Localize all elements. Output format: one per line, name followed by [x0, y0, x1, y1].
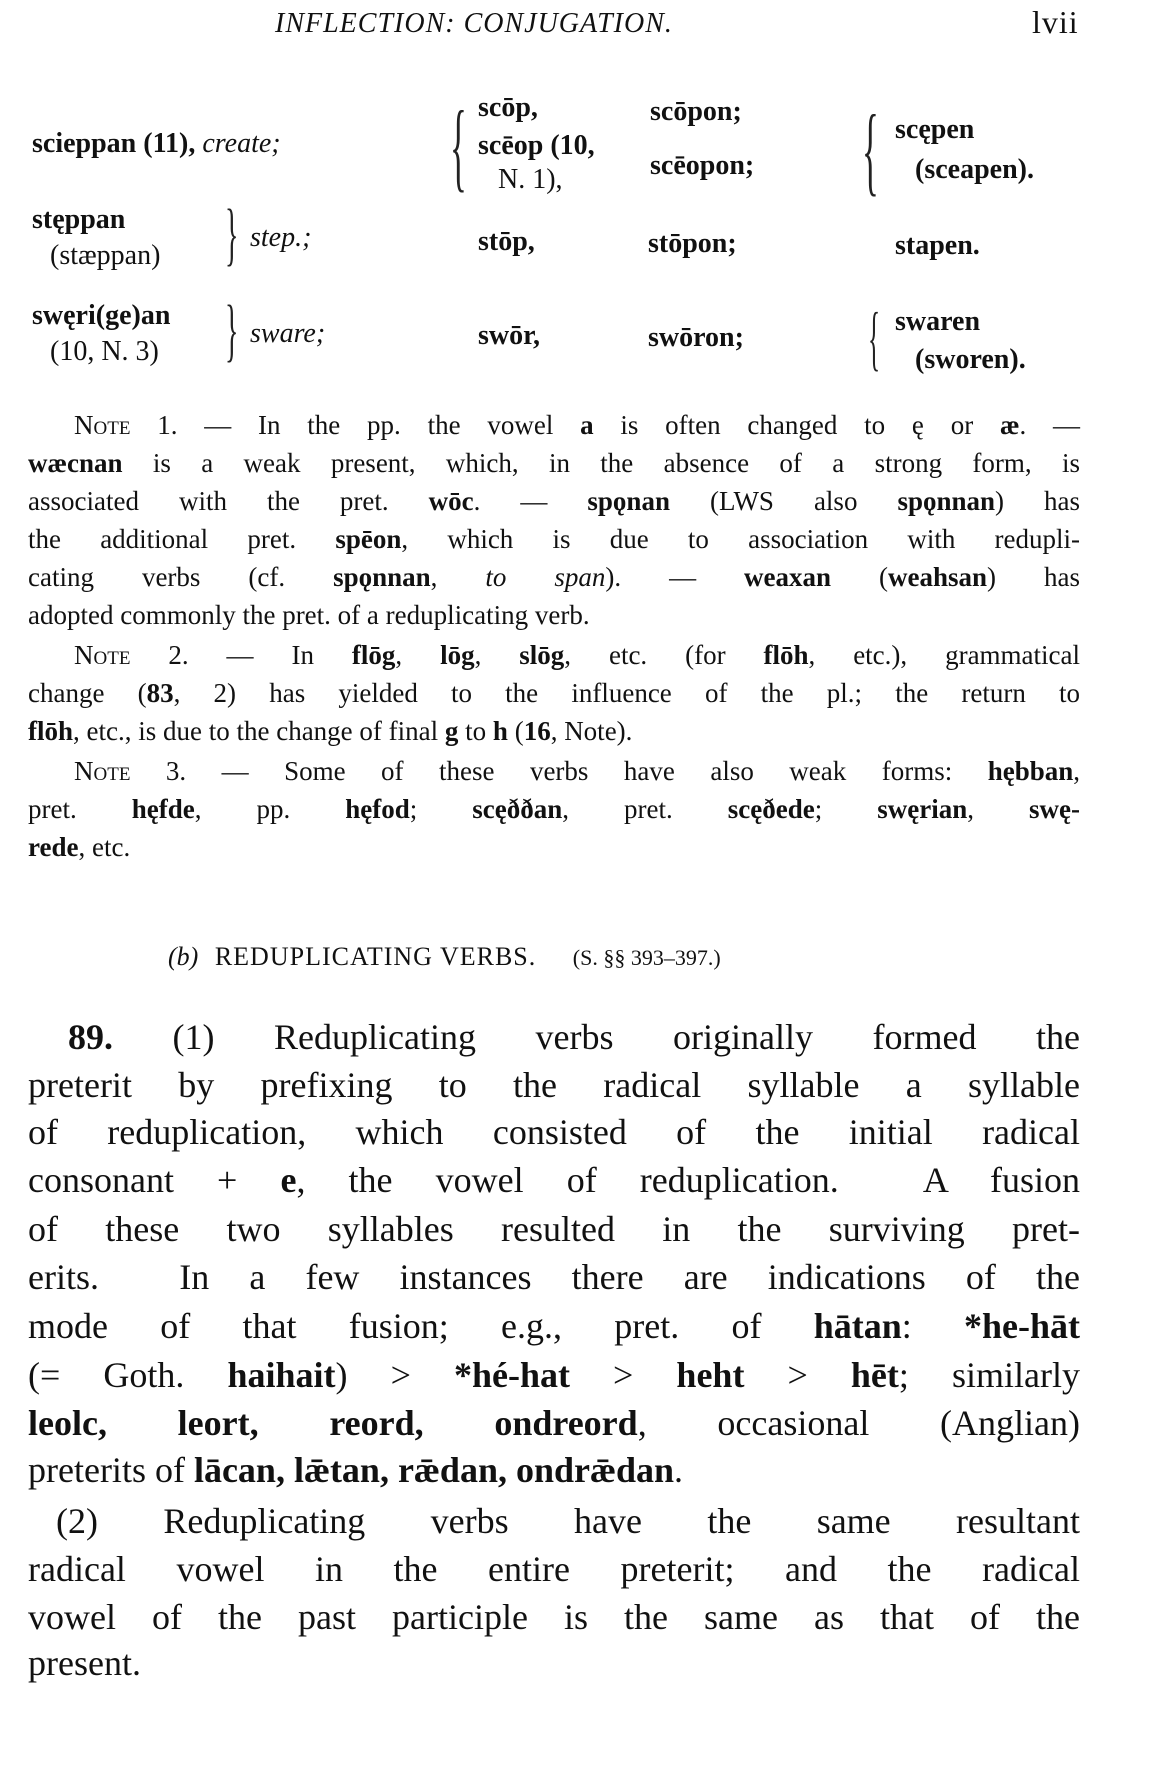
text-line	[28, 448, 1080, 479]
text-line	[28, 524, 1080, 555]
bold-term: heht	[676, 1355, 745, 1395]
text-line	[28, 1354, 1080, 1396]
text: , which is due to association with redupli-	[401, 524, 1081, 554]
meaning: sware;	[250, 318, 326, 349]
bold-term: weaxan	[744, 562, 832, 592]
text: erits. In a few instances there are indications of the	[28, 1257, 1080, 1297]
past-participle: (sceapen).	[915, 154, 1034, 185]
running-title: INFLECTION: CONJUGATION.	[275, 8, 673, 39]
text: , etc.), grammatical	[808, 640, 1081, 670]
pret-sg: stōp,	[478, 226, 535, 257]
pret-sg: swōr,	[478, 320, 540, 351]
text: cating verbs (cf.	[28, 562, 334, 592]
text: preterits of	[28, 1450, 194, 1490]
text: ,	[474, 640, 520, 670]
text-line	[74, 640, 1080, 671]
bold-term: flōh	[763, 640, 809, 670]
bold-term: lācan, lǣtan, rǣdan, ondrǣdan	[193, 1450, 675, 1490]
section-label: (b)	[168, 942, 199, 971]
text: ;	[409, 794, 473, 824]
text: the additional pret.	[28, 524, 336, 554]
text: vowel of the past participle is the same as that of the	[28, 1597, 1080, 1637]
brace-left: {	[862, 94, 879, 205]
text-line	[28, 1208, 1080, 1250]
bold-term: weahsan	[888, 562, 988, 592]
bold-term: flōg	[351, 640, 396, 670]
text: Note	[74, 640, 131, 670]
text: , Note).	[550, 716, 633, 746]
text: radical vowel in the entire preterit; and the radical	[28, 1549, 1080, 1589]
text: , occasional (Anglian)	[637, 1403, 1080, 1443]
text: ) has	[995, 486, 1080, 516]
text: , 2) has yielded to the influence of the pl.; the return to	[173, 678, 1080, 708]
bold-term: scęððan	[472, 794, 563, 824]
text: 1. — In the pp. the vowel	[130, 410, 581, 440]
text-line	[28, 1256, 1080, 1298]
bold-term: leolc, leort, reord, ondreord	[28, 1403, 638, 1443]
bold-term: wæcnan	[28, 448, 123, 478]
bold-term: *hé-hat	[453, 1355, 570, 1395]
text: ;	[814, 794, 878, 824]
text: (= Goth.	[28, 1355, 228, 1395]
text: Note	[74, 410, 131, 440]
text: (1) Reduplicating verbs originally formed the	[113, 1017, 1080, 1057]
meaning: create;	[202, 128, 281, 159]
text: ; similarly	[898, 1355, 1080, 1395]
bold-term: hēt	[850, 1355, 899, 1395]
text: .	[674, 1450, 684, 1490]
past-participle: swaren	[895, 306, 981, 337]
bold-term: flōh	[28, 716, 74, 746]
text-line	[74, 756, 1080, 787]
bold-term: h	[492, 716, 508, 746]
text-line	[28, 1111, 1080, 1153]
bold-term: swę-	[1029, 794, 1080, 824]
text: :	[901, 1306, 964, 1346]
bold-term: 16	[523, 716, 551, 746]
text: ,	[395, 640, 441, 670]
text-line	[28, 1402, 1080, 1444]
bold-term: *he-hāt	[964, 1306, 1080, 1346]
infinitive: stęppan	[32, 204, 126, 235]
text: , pp.	[194, 794, 346, 824]
bold-term: scęðede	[727, 794, 815, 824]
bold-term: hātan	[813, 1306, 902, 1346]
bold-term: spēon	[335, 524, 402, 554]
text-line	[28, 794, 1080, 825]
text: ,	[1073, 756, 1080, 786]
text: of reduplication, which consisted of the initial radical	[28, 1112, 1080, 1152]
text-line	[28, 1305, 1080, 1347]
bold-term: rede	[28, 832, 79, 862]
section-title: REDUPLICATING VERBS.	[214, 942, 537, 971]
bold-term: spǫnnan	[897, 486, 996, 516]
section-reference: (S. §§ 393–397.)	[572, 945, 721, 970]
bold-term: æ	[999, 410, 1020, 440]
text: 2. — In	[130, 640, 352, 670]
pret-sg: scēop (10,	[478, 130, 595, 161]
text: is often changed to ę or	[593, 410, 1000, 440]
text: , etc., is due to the change of final	[73, 716, 445, 746]
text: is a weak present, which, in the absence of a strong form, is	[122, 448, 1080, 478]
text: >	[744, 1355, 851, 1395]
bold-term: g	[444, 716, 459, 746]
bold-term: 83	[146, 678, 174, 708]
text: ). —	[605, 562, 745, 592]
text: ,	[967, 794, 1030, 824]
text-line	[56, 1500, 1080, 1542]
past-participle: scępen	[895, 114, 975, 145]
text-line	[28, 1064, 1080, 1106]
text: , the vowel of reduplication. A fusion	[296, 1160, 1081, 1200]
pret-pl: scōpon;	[650, 96, 742, 127]
text: consonant +	[28, 1160, 281, 1200]
pret-pl: stōpon;	[648, 228, 737, 259]
text: associated with the pret.	[28, 486, 429, 516]
bold-term: a	[580, 410, 594, 440]
text-line	[28, 1449, 1080, 1491]
bold-term: haihait	[227, 1355, 336, 1395]
text-line	[68, 1016, 1080, 1058]
text-line	[28, 1642, 1080, 1684]
text: . —	[1019, 410, 1080, 440]
text: to	[458, 716, 493, 746]
text-line	[28, 486, 1080, 517]
bold-term: hęfod	[345, 794, 410, 824]
text-line	[28, 1548, 1080, 1590]
text: (	[507, 716, 524, 746]
text-line	[28, 562, 1080, 593]
text: of these two syllables resulted in the surviving pret-	[28, 1209, 1080, 1249]
bold-term: lōg	[440, 640, 475, 670]
brace-left: {	[868, 298, 881, 378]
past-participle: (sworen).	[915, 344, 1026, 375]
text-line	[28, 678, 1080, 709]
text-line	[28, 1159, 1080, 1201]
text: ,	[430, 562, 486, 592]
text: mode of that fusion; e.g., pret. of	[28, 1306, 814, 1346]
bold-term: wōc	[428, 486, 474, 516]
text: pret.	[28, 794, 132, 824]
bold-term: swęrian	[877, 794, 968, 824]
bold-term: hębban	[987, 756, 1074, 786]
bold-term: 89.	[68, 1017, 113, 1057]
infinitive: (10, N. 3)	[50, 336, 159, 367]
text: (LWS also	[669, 486, 898, 516]
meaning: step.;	[250, 222, 312, 253]
text: >	[569, 1355, 677, 1395]
text-line	[28, 832, 1080, 863]
text-line	[74, 410, 1080, 441]
text: , etc. (for	[564, 640, 764, 670]
bold-term: hęfde	[131, 794, 195, 824]
text: Note	[74, 756, 131, 786]
text-line	[28, 716, 1080, 747]
infinitive: scieppan (11),	[32, 128, 196, 159]
infinitive: (stæppan)	[50, 240, 161, 271]
pret-pl: scēopon;	[650, 150, 755, 181]
text: preterit by prefixing to the radical syllable a syllable	[28, 1065, 1080, 1105]
text: present.	[28, 1643, 141, 1683]
pret-pl: swōron;	[648, 322, 744, 353]
text-line	[28, 1596, 1080, 1638]
pret-sg: scōp,	[478, 92, 538, 123]
text: (	[831, 562, 889, 592]
text: 3. — Some of these verbs have also weak forms:	[130, 756, 988, 786]
bold-term: spǫnan	[587, 486, 670, 516]
past-participle: stapen.	[895, 230, 980, 261]
text: (2) Reduplicating verbs have the same resultant	[56, 1501, 1080, 1541]
bold-term: slōg	[519, 640, 565, 670]
text: ) >	[335, 1355, 454, 1395]
text: , pret.	[562, 794, 728, 824]
text: adopted commonly the pret. of a reduplicating verb.	[28, 600, 590, 630]
brace-left: {	[450, 90, 467, 201]
section-heading	[168, 942, 721, 972]
bold-term: spǫnnan	[333, 562, 431, 592]
infinitive: swęri(ge)an	[32, 300, 171, 331]
bold-term: e	[280, 1160, 297, 1200]
italic-text: to span	[485, 562, 606, 592]
page-number: lvii	[1032, 4, 1079, 40]
brace-right: }	[225, 196, 239, 273]
text: . —	[473, 486, 588, 516]
pret-sg: N. 1),	[498, 164, 563, 195]
brace-right: }	[225, 292, 239, 369]
text: , etc.	[78, 832, 131, 862]
text-line	[28, 600, 1080, 631]
text: ) has	[987, 562, 1080, 592]
row1-infinitive	[32, 128, 281, 160]
text: change (	[28, 678, 147, 708]
